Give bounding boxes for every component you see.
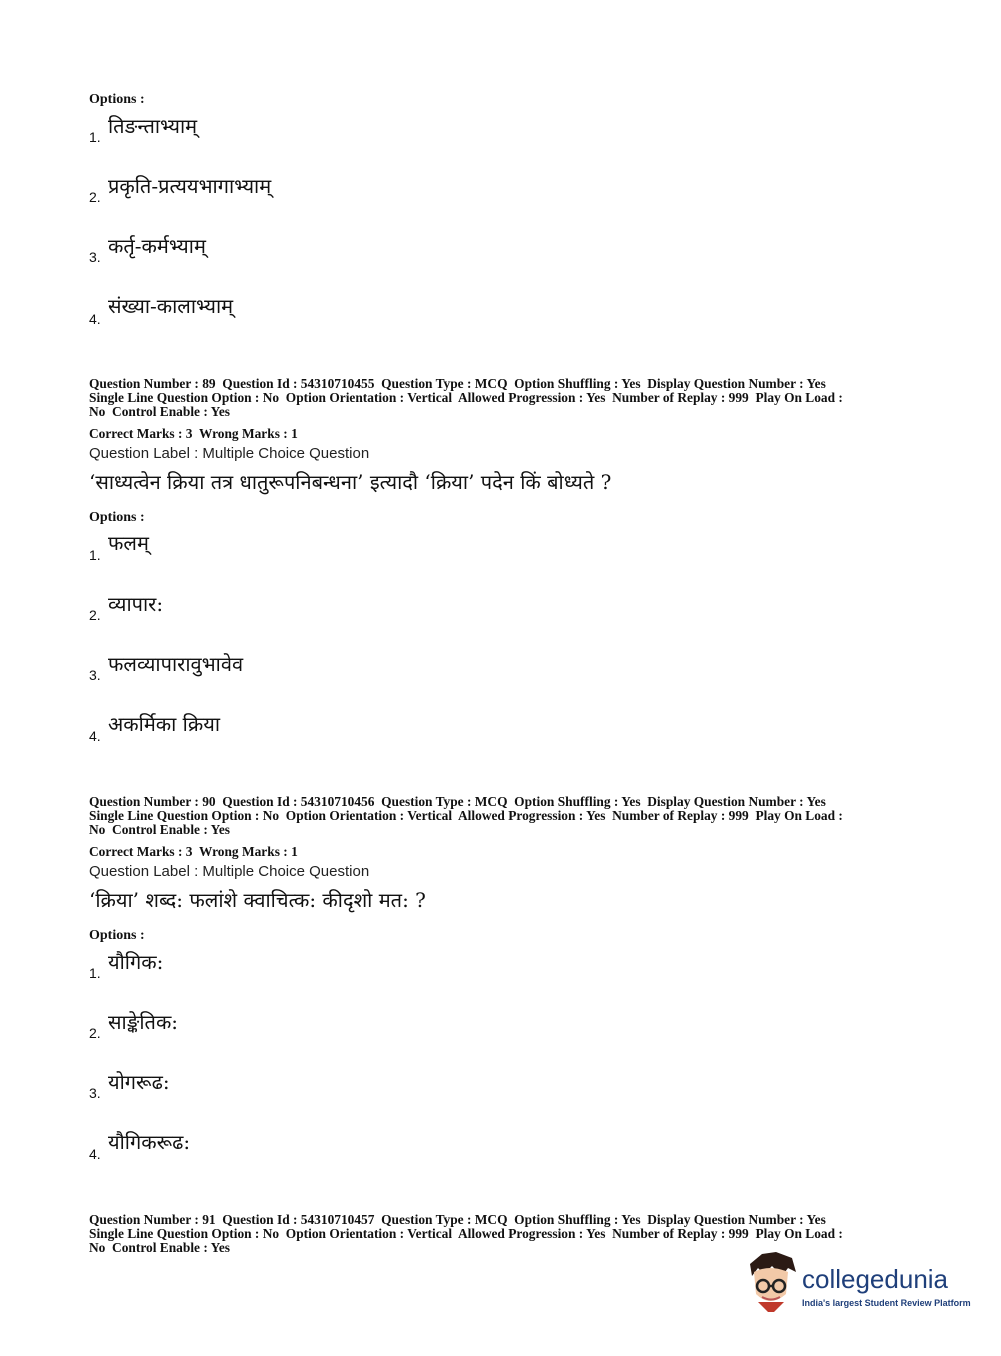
option-number: 1. (89, 965, 101, 981)
question-meta: Single Line Question Option : No Option Orientation : Vertical Allowed Progression : Yes Number of Replay : 999 Play On Load : (89, 808, 843, 823)
option-number: 3. (89, 667, 101, 683)
options-label: Options : (89, 92, 145, 107)
question-marks: Correct Marks : 3 Wrong Marks : 1 (89, 844, 298, 859)
question-meta: No Control Enable : Yes (89, 822, 230, 837)
question-label: Question Label : Multiple Choice Question (89, 863, 370, 880)
option-number: 1. (89, 129, 101, 145)
option-number: 2. (89, 1025, 101, 1041)
mascot-icon (742, 1250, 800, 1312)
option-text: फलव्यापारावुभावेव (108, 652, 244, 676)
option-text: अकर्मिका क्रिया (108, 712, 220, 736)
option-text: तिङन्ताभ्याम् (108, 114, 198, 138)
option-text: व्यापार: (108, 592, 164, 616)
question-marks: Correct Marks : 3 Wrong Marks : 1 (89, 426, 298, 441)
option-text: फलम् (108, 531, 149, 555)
question-meta: Question Number : 90 Question Id : 54310710456 Question Type : MCQ Option Shuffling : Yes Display Question Number : Yes (89, 794, 826, 809)
question-label: Question Label : Multiple Choice Question (89, 445, 370, 462)
option-number: 4. (89, 1146, 101, 1162)
option-text: कर्तृ-कर्मभ्याम् (108, 234, 206, 258)
question-meta: No Control Enable : Yes (89, 404, 230, 419)
question-meta: No Control Enable : Yes (89, 1240, 230, 1255)
question-meta: Question Number : 91 Question Id : 54310710457 Question Type : MCQ Option Shuffling : Yes Display Question Number : Yes (89, 1212, 826, 1227)
option-number: 2. (89, 189, 101, 205)
option-text: यौगिक: (108, 950, 164, 974)
option-text: साङ्केतिक: (108, 1010, 179, 1034)
options-label: Options : (89, 928, 145, 943)
question-text: ‘साध्यत्वेन क्रिया तत्र धातुरूपनिबन्धना’ इत्यादौ ‘क्रिया’ पदेन किं बोध्यते ? (89, 470, 612, 494)
question-meta: Question Number : 89 Question Id : 54310710455 Question Type : MCQ Option Shuffling : Yes Display Question Number : Yes (89, 376, 826, 391)
question-meta: Single Line Question Option : No Option Orientation : Vertical Allowed Progression : Yes Number of Replay : 999 Play On Load : (89, 390, 843, 405)
option-number: 2. (89, 607, 101, 623)
options-label: Options : (89, 510, 145, 525)
option-text: योगरूढ: (108, 1070, 170, 1094)
logo-tagline: India's largest Student Review Platform (802, 1298, 971, 1308)
option-number: 3. (89, 1085, 101, 1101)
option-number: 4. (89, 311, 101, 327)
option-text: संख्या-कालाभ्याम् (108, 294, 234, 318)
option-number: 1. (89, 547, 101, 563)
option-text: यौगिकरूढ: (108, 1130, 191, 1154)
question-text: ‘क्रिया’ शब्द: फलांशे क्वाचित्क: कीदृशो मत: ? (89, 888, 426, 912)
collegedunia-logo (742, 1250, 972, 1320)
option-number: 3. (89, 249, 101, 265)
logo-name: collegedunia (802, 1264, 949, 1294)
question-meta: Single Line Question Option : No Option Orientation : Vertical Allowed Progression : Yes Number of Replay : 999 Play On Load : (89, 1226, 843, 1241)
option-text: प्रकृति-प्रत्ययभागाभ्याम् (108, 174, 272, 198)
option-number: 4. (89, 728, 101, 744)
